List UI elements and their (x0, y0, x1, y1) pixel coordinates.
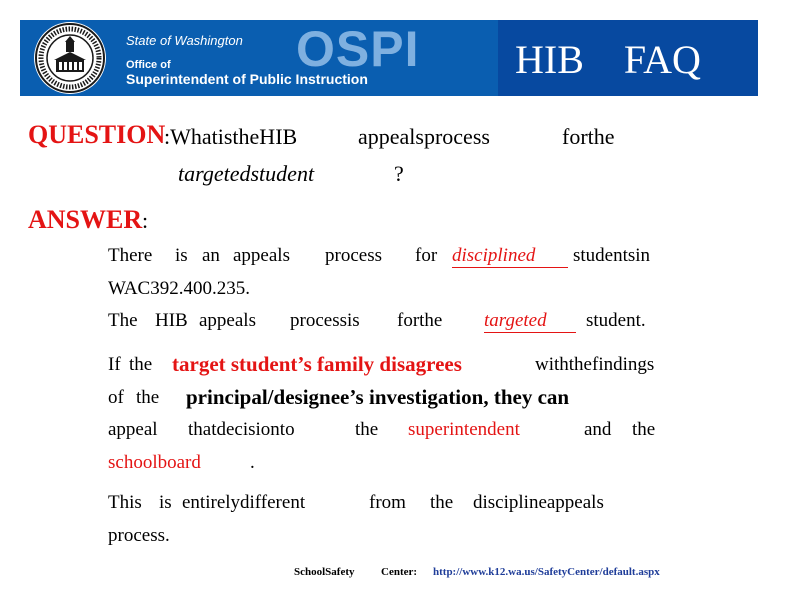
state-of-washington: State of Washington (126, 33, 243, 48)
answer-word: and (584, 419, 612, 440)
answer-colon: : (142, 208, 149, 233)
answer-word: process. (108, 525, 170, 546)
answer-word: the (430, 492, 454, 513)
safety-center-link[interactable]: http://www.k12.wa.us/SafetyCenter/default.aspx (433, 566, 660, 578)
answer-word: of (108, 387, 124, 408)
answer-word: entirelydifferent (182, 492, 306, 513)
answer-word: studentsin (573, 245, 651, 266)
question-word: targetedstudent (178, 161, 315, 186)
answer-word: thatdecisionto (188, 419, 295, 440)
answer-word: There (108, 245, 153, 266)
answer-investigation-text: principal/designee’s investigation, they can (186, 385, 570, 409)
answer-word: If (108, 354, 121, 375)
answer-highlight-disciplined: disciplined (452, 245, 568, 268)
answer-wac-reference: WAC392.400.235. (108, 278, 250, 299)
footer-label: Center: (381, 566, 418, 578)
state-seal-logo (34, 22, 106, 94)
answer-label: ANSWER (28, 205, 143, 234)
question-word: :WhatistheHIB (164, 124, 298, 149)
answer-word: process (325, 245, 382, 266)
answer-highlight-superintendent: superintendent (408, 419, 520, 440)
answer-word: the (136, 387, 160, 408)
answer-word: is (175, 245, 188, 266)
answer-word: appeal (108, 419, 158, 440)
answer-period: . (250, 452, 255, 473)
ospi-logo-text: OSPI (296, 21, 420, 77)
footer-label: SchoolSafety (294, 566, 355, 578)
answer-word: the (632, 419, 656, 440)
answer-highlight-family-disagrees: target student’s family disagrees (172, 352, 462, 376)
answer-word: This (108, 492, 142, 513)
page-title: HIB FAQ (515, 37, 701, 82)
answer-word: withthefindings (535, 354, 655, 375)
answer-word: the (129, 354, 153, 375)
answer-word: The (108, 310, 138, 331)
answer-word: appeals (233, 245, 290, 266)
question-label: QUESTION (28, 120, 166, 149)
answer-word: an (202, 245, 220, 266)
answer-word: the (355, 419, 379, 440)
question-word: appealsprocess (358, 124, 490, 149)
answer-word: processis (290, 310, 360, 331)
question-word: forthe (562, 124, 615, 149)
answer-word: is (159, 492, 172, 513)
superintendent-title: Superintendent of Public Instruction (126, 71, 368, 87)
answer-highlight-schoolboard: schoolboard (108, 452, 201, 473)
question-mark: ? (394, 161, 404, 186)
answer-highlight-targeted: targeted (484, 310, 576, 333)
answer-word: HIB (155, 310, 188, 331)
answer-word: from (369, 492, 406, 513)
answer-word: disciplineappeals (473, 492, 604, 513)
answer-word: student. (586, 310, 646, 331)
answer-word: appeals (199, 310, 256, 331)
answer-word: for (415, 245, 438, 266)
answer-word: forthe (397, 310, 443, 331)
office-of-label: Office of (126, 59, 171, 71)
